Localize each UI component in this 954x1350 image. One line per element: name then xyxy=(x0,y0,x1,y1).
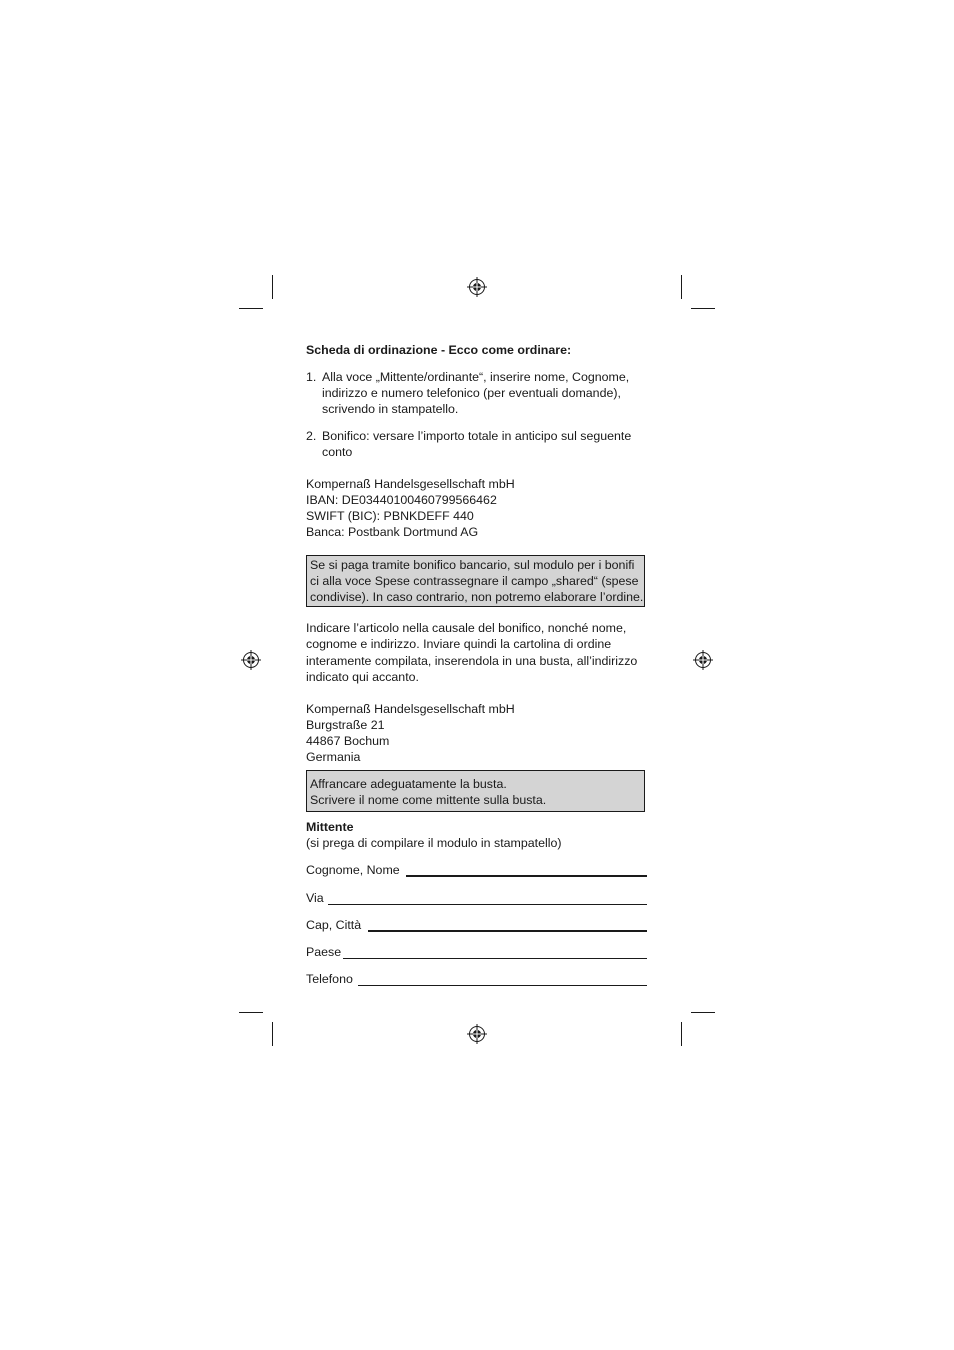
step-2-number: 2. xyxy=(306,429,317,443)
page-title: Scheda di ordinazione - Ecco come ordinare: xyxy=(306,343,572,357)
address-city: 44867 Bochum xyxy=(306,734,390,748)
step-1-line: Alla voce „Mittente/ordinante“, inserire nome, Cognome, xyxy=(322,370,630,384)
notice-envelope-line: Scrivere il nome come mittente sulla busta. xyxy=(310,793,547,807)
crop-mark-bottom-left-vertical xyxy=(272,1022,273,1046)
crop-mark-top-right-vertical xyxy=(681,275,682,299)
field-name-label: Cognome, Nome xyxy=(306,863,400,877)
field-country-label: Paese xyxy=(306,945,342,959)
field-street-line[interactable] xyxy=(328,904,647,905)
registration-mark-icon xyxy=(693,650,713,670)
field-phone[interactable] xyxy=(306,971,647,987)
bank-swift: SWIFT (BIC): PBNKDEFF 440 xyxy=(306,509,474,523)
bank-iban: IBAN: DE03440100460799566462 xyxy=(306,493,497,507)
notice-envelope-box xyxy=(306,770,645,812)
sender-subheading: (si prega di compilare il modulo in stampatello) xyxy=(306,836,562,850)
instructions-line: cognome e indirizzo. Inviare quindi la cartolina di ordine xyxy=(306,637,612,651)
field-phone-line[interactable] xyxy=(358,985,647,986)
field-city-label: Cap, Città xyxy=(306,918,362,932)
address-street: Burgstraße 21 xyxy=(306,718,385,732)
field-name[interactable] xyxy=(306,862,647,878)
registration-mark-icon xyxy=(467,1024,487,1044)
field-name-line[interactable] xyxy=(406,875,647,877)
address-company: Kompernaß Handelsgesellschaft mbH xyxy=(306,702,515,716)
field-street[interactable] xyxy=(306,890,647,906)
crop-mark-top-right-horizontal xyxy=(691,308,715,309)
step-2-line: conto xyxy=(322,445,353,459)
field-city[interactable] xyxy=(306,917,647,933)
bank-company: Kompernaß Handelsgesellschaft mbH xyxy=(306,477,515,491)
step-1-line: indirizzo e numero telefonico (per eventuali domande), xyxy=(322,386,621,400)
crop-mark-bottom-right-horizontal xyxy=(691,1012,715,1013)
notice-transfer-box xyxy=(306,555,645,607)
instructions-line: interamente compilata, inserendola in una busta, all’indirizzo xyxy=(306,654,638,668)
registration-mark-icon xyxy=(467,277,487,297)
notice-envelope-line: Affrancare adeguatamente la busta. xyxy=(310,777,507,791)
sender-heading: Mittente xyxy=(306,820,354,834)
crop-mark-top-left-vertical xyxy=(272,275,273,299)
notice-transfer-line: condivise). In caso contrario, non potremo elaborare l’ordine. xyxy=(310,590,644,604)
field-phone-label: Telefono xyxy=(306,972,353,986)
step-1-line: scrivendo in stampatello. xyxy=(322,402,459,416)
crop-mark-bottom-left-horizontal xyxy=(239,1012,263,1013)
instructions-line: Indicare l’articolo nella causale del bonifico, nonché nome, xyxy=(306,621,627,635)
bank-name: Banca: Postbank Dortmund AG xyxy=(306,525,479,539)
step-2-line: Bonifico: versare l’importo totale in anticipo sul seguente xyxy=(322,429,632,443)
field-country[interactable] xyxy=(306,944,647,960)
field-city-line[interactable] xyxy=(368,930,647,932)
instructions-line: indicato qui accanto. xyxy=(306,670,419,684)
notice-transfer-line: ci alla voce Spese contrassegnare il campo „shared“ (spese xyxy=(310,574,639,588)
field-country-line[interactable] xyxy=(343,958,647,959)
crop-mark-bottom-right-vertical xyxy=(681,1022,682,1046)
crop-mark-top-left-horizontal xyxy=(239,308,263,309)
registration-mark-icon xyxy=(241,650,261,670)
step-1-number: 1. xyxy=(306,370,317,384)
field-street-label: Via xyxy=(306,891,324,905)
notice-transfer-line: Se si paga tramite bonifico bancario, sul modulo per i bonifi xyxy=(310,558,635,572)
address-country: Germania xyxy=(306,750,361,764)
